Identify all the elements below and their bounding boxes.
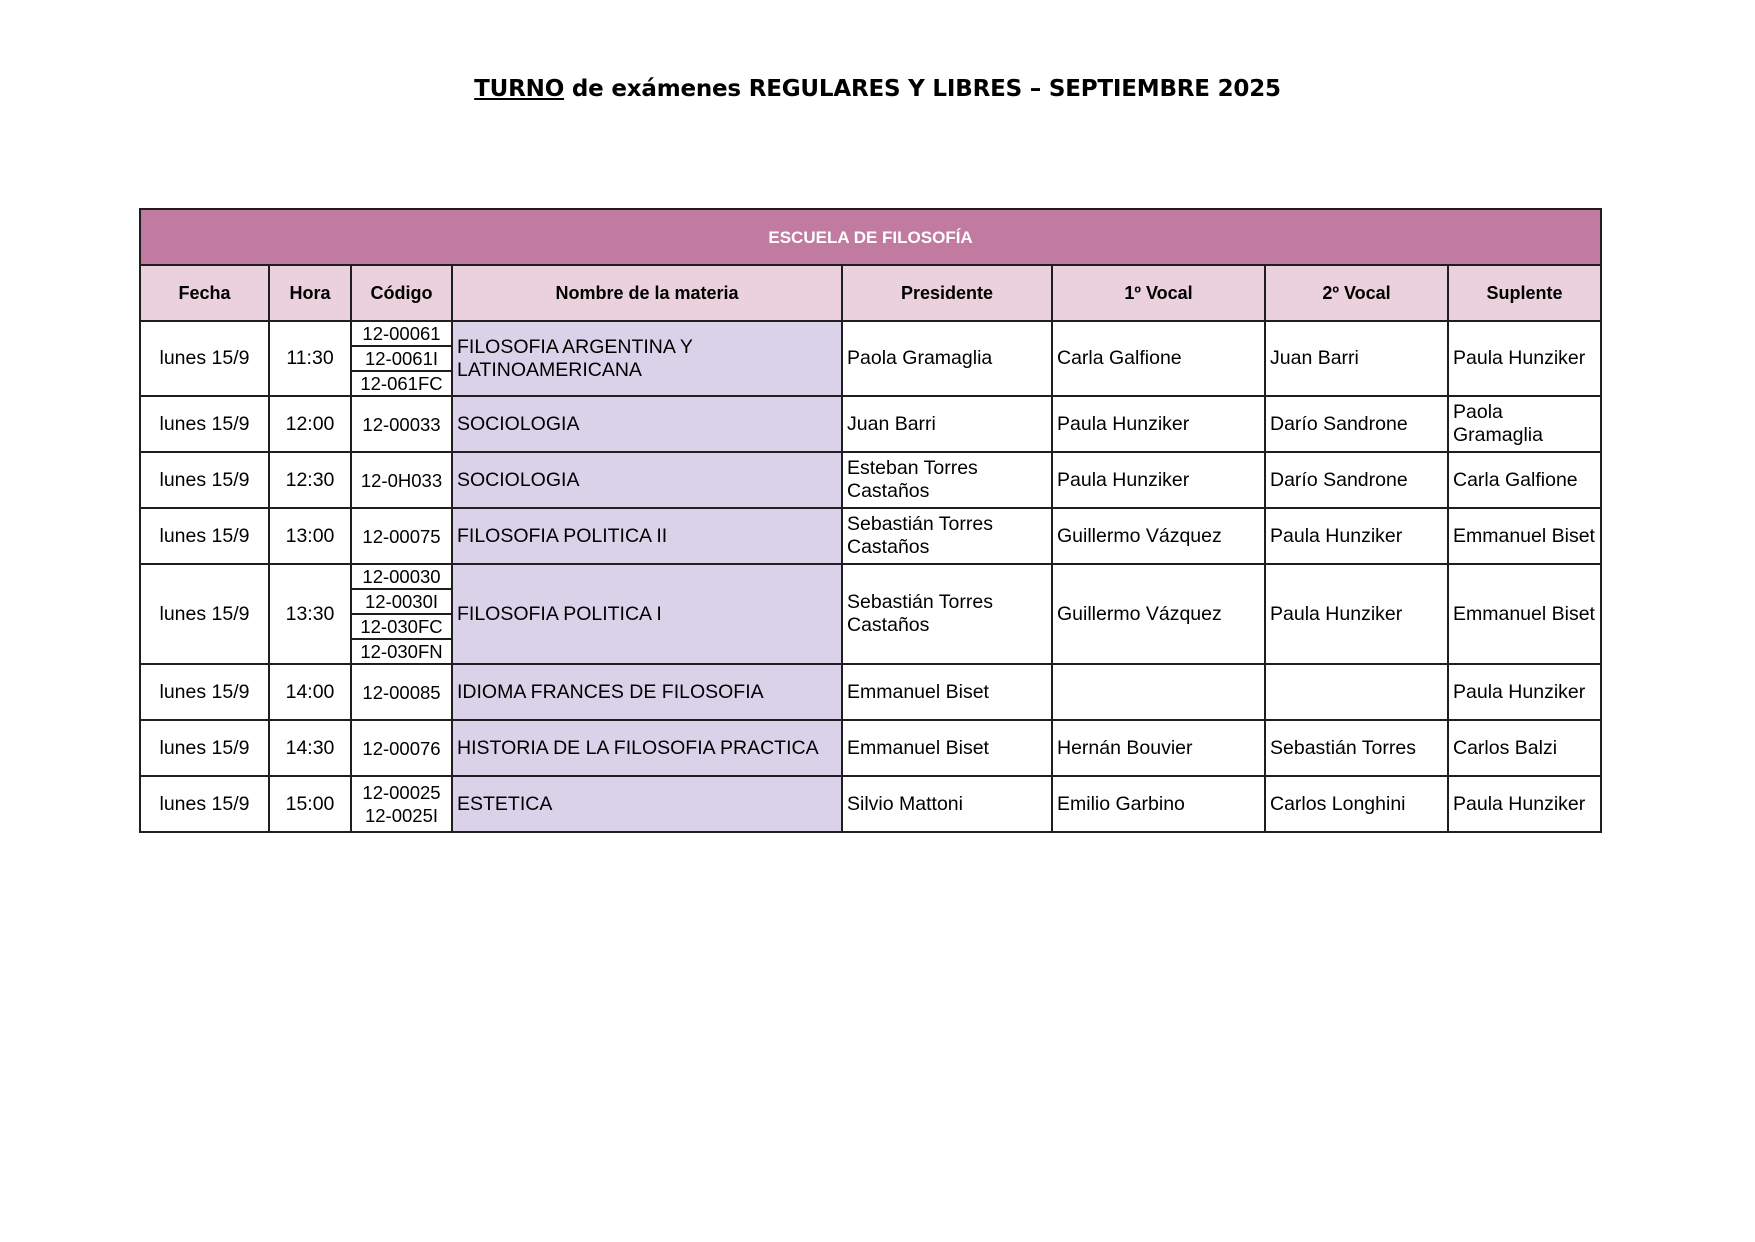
header-fecha: Fecha: [140, 265, 269, 321]
cell-hora: 12:00: [269, 396, 351, 452]
cell-vocal1: Carla Galfione: [1052, 321, 1265, 396]
cell-codigo: 12-0061I: [351, 346, 452, 371]
table-row: [140, 396, 1601, 452]
cell-hora: 11:30: [269, 321, 351, 396]
cell-codigo: 12-0H033: [351, 452, 452, 508]
cell-presidente: Silvio Mattoni: [842, 776, 1052, 832]
cell-hora: 14:30: [269, 720, 351, 776]
header-vocal2: 2º Vocal: [1265, 265, 1448, 321]
cell-presidente: Emmanuel Biset: [842, 664, 1052, 720]
cell-vocal2: Carlos Longhini: [1265, 776, 1448, 832]
table-row: [140, 452, 1601, 508]
cell-codigo: 12-061FC: [351, 371, 452, 396]
cell-codigo: 12-030FC: [351, 614, 452, 639]
cell-hora: 15:00: [269, 776, 351, 832]
cell-presidente: Sebastián Torres Castaños: [842, 508, 1052, 564]
table-row: [140, 776, 1601, 832]
document-title: [0, 76, 1755, 102]
cell-suplente: Carlos Balzi: [1448, 720, 1601, 776]
cell-codigo: 12-00033: [351, 396, 452, 452]
cell-hora: 12:30: [269, 452, 351, 508]
cell-fecha: lunes 15/9: [140, 564, 269, 664]
cell-codigo: 12-00061: [351, 321, 452, 346]
cell-suplente: Emmanuel Biset: [1448, 508, 1601, 564]
cell-suplente: Emmanuel Biset: [1448, 564, 1601, 664]
cell-presidente: Sebastián Torres Castaños: [842, 564, 1052, 664]
cell-vocal2: Juan Barri: [1265, 321, 1448, 396]
cell-vocal1: Hernán Bouvier: [1052, 720, 1265, 776]
header-materia: Nombre de la materia: [452, 265, 842, 321]
table-row: [140, 720, 1601, 776]
cell-codigo: 12-0030I: [351, 589, 452, 614]
cell-codigo: 12-00076: [351, 720, 452, 776]
header-hora: Hora: [269, 265, 351, 321]
cell-fecha: lunes 15/9: [140, 508, 269, 564]
cell-suplente: Paula Hunziker: [1448, 664, 1601, 720]
cell-vocal1: Paula Hunziker: [1052, 396, 1265, 452]
title-rest: de exámenes REGULARES Y LIBRES – SEPTIEMBRE 2025: [564, 76, 1281, 102]
cell-vocal1: [1052, 664, 1265, 720]
cell-presidente: Paola Gramaglia: [842, 321, 1052, 396]
cell-materia: SOCIOLOGIA: [452, 452, 842, 508]
cell-vocal1: Paula Hunziker: [1052, 452, 1265, 508]
cell-vocal2: Sebastián Torres: [1265, 720, 1448, 776]
cell-materia: ESTETICA: [452, 776, 842, 832]
cell-codigo: 12-00085: [351, 664, 452, 720]
cell-hora: 13:00: [269, 508, 351, 564]
table-row: [140, 564, 1601, 589]
cell-presidente: Emmanuel Biset: [842, 720, 1052, 776]
cell-suplente: Paula Hunziker: [1448, 321, 1601, 396]
header-presidente: Presidente: [842, 265, 1052, 321]
cell-materia: FILOSOFIA POLITICA II: [452, 508, 842, 564]
school-header: ESCUELA DE FILOSOFÍA: [140, 209, 1601, 265]
cell-vocal2: Darío Sandrone: [1265, 452, 1448, 508]
cell-materia: IDIOMA FRANCES DE FILOSOFIA: [452, 664, 842, 720]
title-underlined-word: TURNO: [474, 76, 565, 102]
cell-vocal2: [1265, 664, 1448, 720]
cell-vocal2: Paula Hunziker: [1265, 564, 1448, 664]
header-suplente: Suplente: [1448, 265, 1601, 321]
cell-presidente: Esteban Torres Castaños: [842, 452, 1052, 508]
exam-schedule-table: [139, 208, 1602, 833]
cell-suplente: Paula Hunziker: [1448, 776, 1601, 832]
cell-materia: FILOSOFIA ARGENTINA Y LATINOAMERICANA: [452, 321, 842, 396]
cell-vocal1: Emilio Garbino: [1052, 776, 1265, 832]
cell-presidente: Juan Barri: [842, 396, 1052, 452]
header-vocal1: 1º Vocal: [1052, 265, 1265, 321]
table-row: [140, 508, 1601, 564]
cell-vocal1: Guillermo Vázquez: [1052, 564, 1265, 664]
cell-suplente: Carla Galfione: [1448, 452, 1601, 508]
cell-codigo: 12-00025 12-0025I: [351, 776, 452, 832]
cell-codigo: 12-00075: [351, 508, 452, 564]
cell-fecha: lunes 15/9: [140, 720, 269, 776]
cell-fecha: lunes 15/9: [140, 776, 269, 832]
header-codigo: Código: [351, 265, 452, 321]
cell-vocal1: Guillermo Vázquez: [1052, 508, 1265, 564]
cell-fecha: lunes 15/9: [140, 396, 269, 452]
cell-materia: SOCIOLOGIA: [452, 396, 842, 452]
cell-hora: 14:00: [269, 664, 351, 720]
cell-hora: 13:30: [269, 564, 351, 664]
cell-materia: FILOSOFIA POLITICA I: [452, 564, 842, 664]
cell-suplente: Paola Gramaglia: [1448, 396, 1601, 452]
cell-vocal2: Darío Sandrone: [1265, 396, 1448, 452]
table-row: [140, 664, 1601, 720]
column-header-row: [140, 265, 1601, 321]
table-row: [140, 321, 1601, 346]
cell-fecha: lunes 15/9: [140, 452, 269, 508]
cell-fecha: lunes 15/9: [140, 321, 269, 396]
cell-materia: HISTORIA DE LA FILOSOFIA PRACTICA: [452, 720, 842, 776]
cell-vocal2: Paula Hunziker: [1265, 508, 1448, 564]
cell-fecha: lunes 15/9: [140, 664, 269, 720]
cell-codigo: 12-030FN: [351, 639, 452, 664]
cell-codigo: 12-00030: [351, 564, 452, 589]
